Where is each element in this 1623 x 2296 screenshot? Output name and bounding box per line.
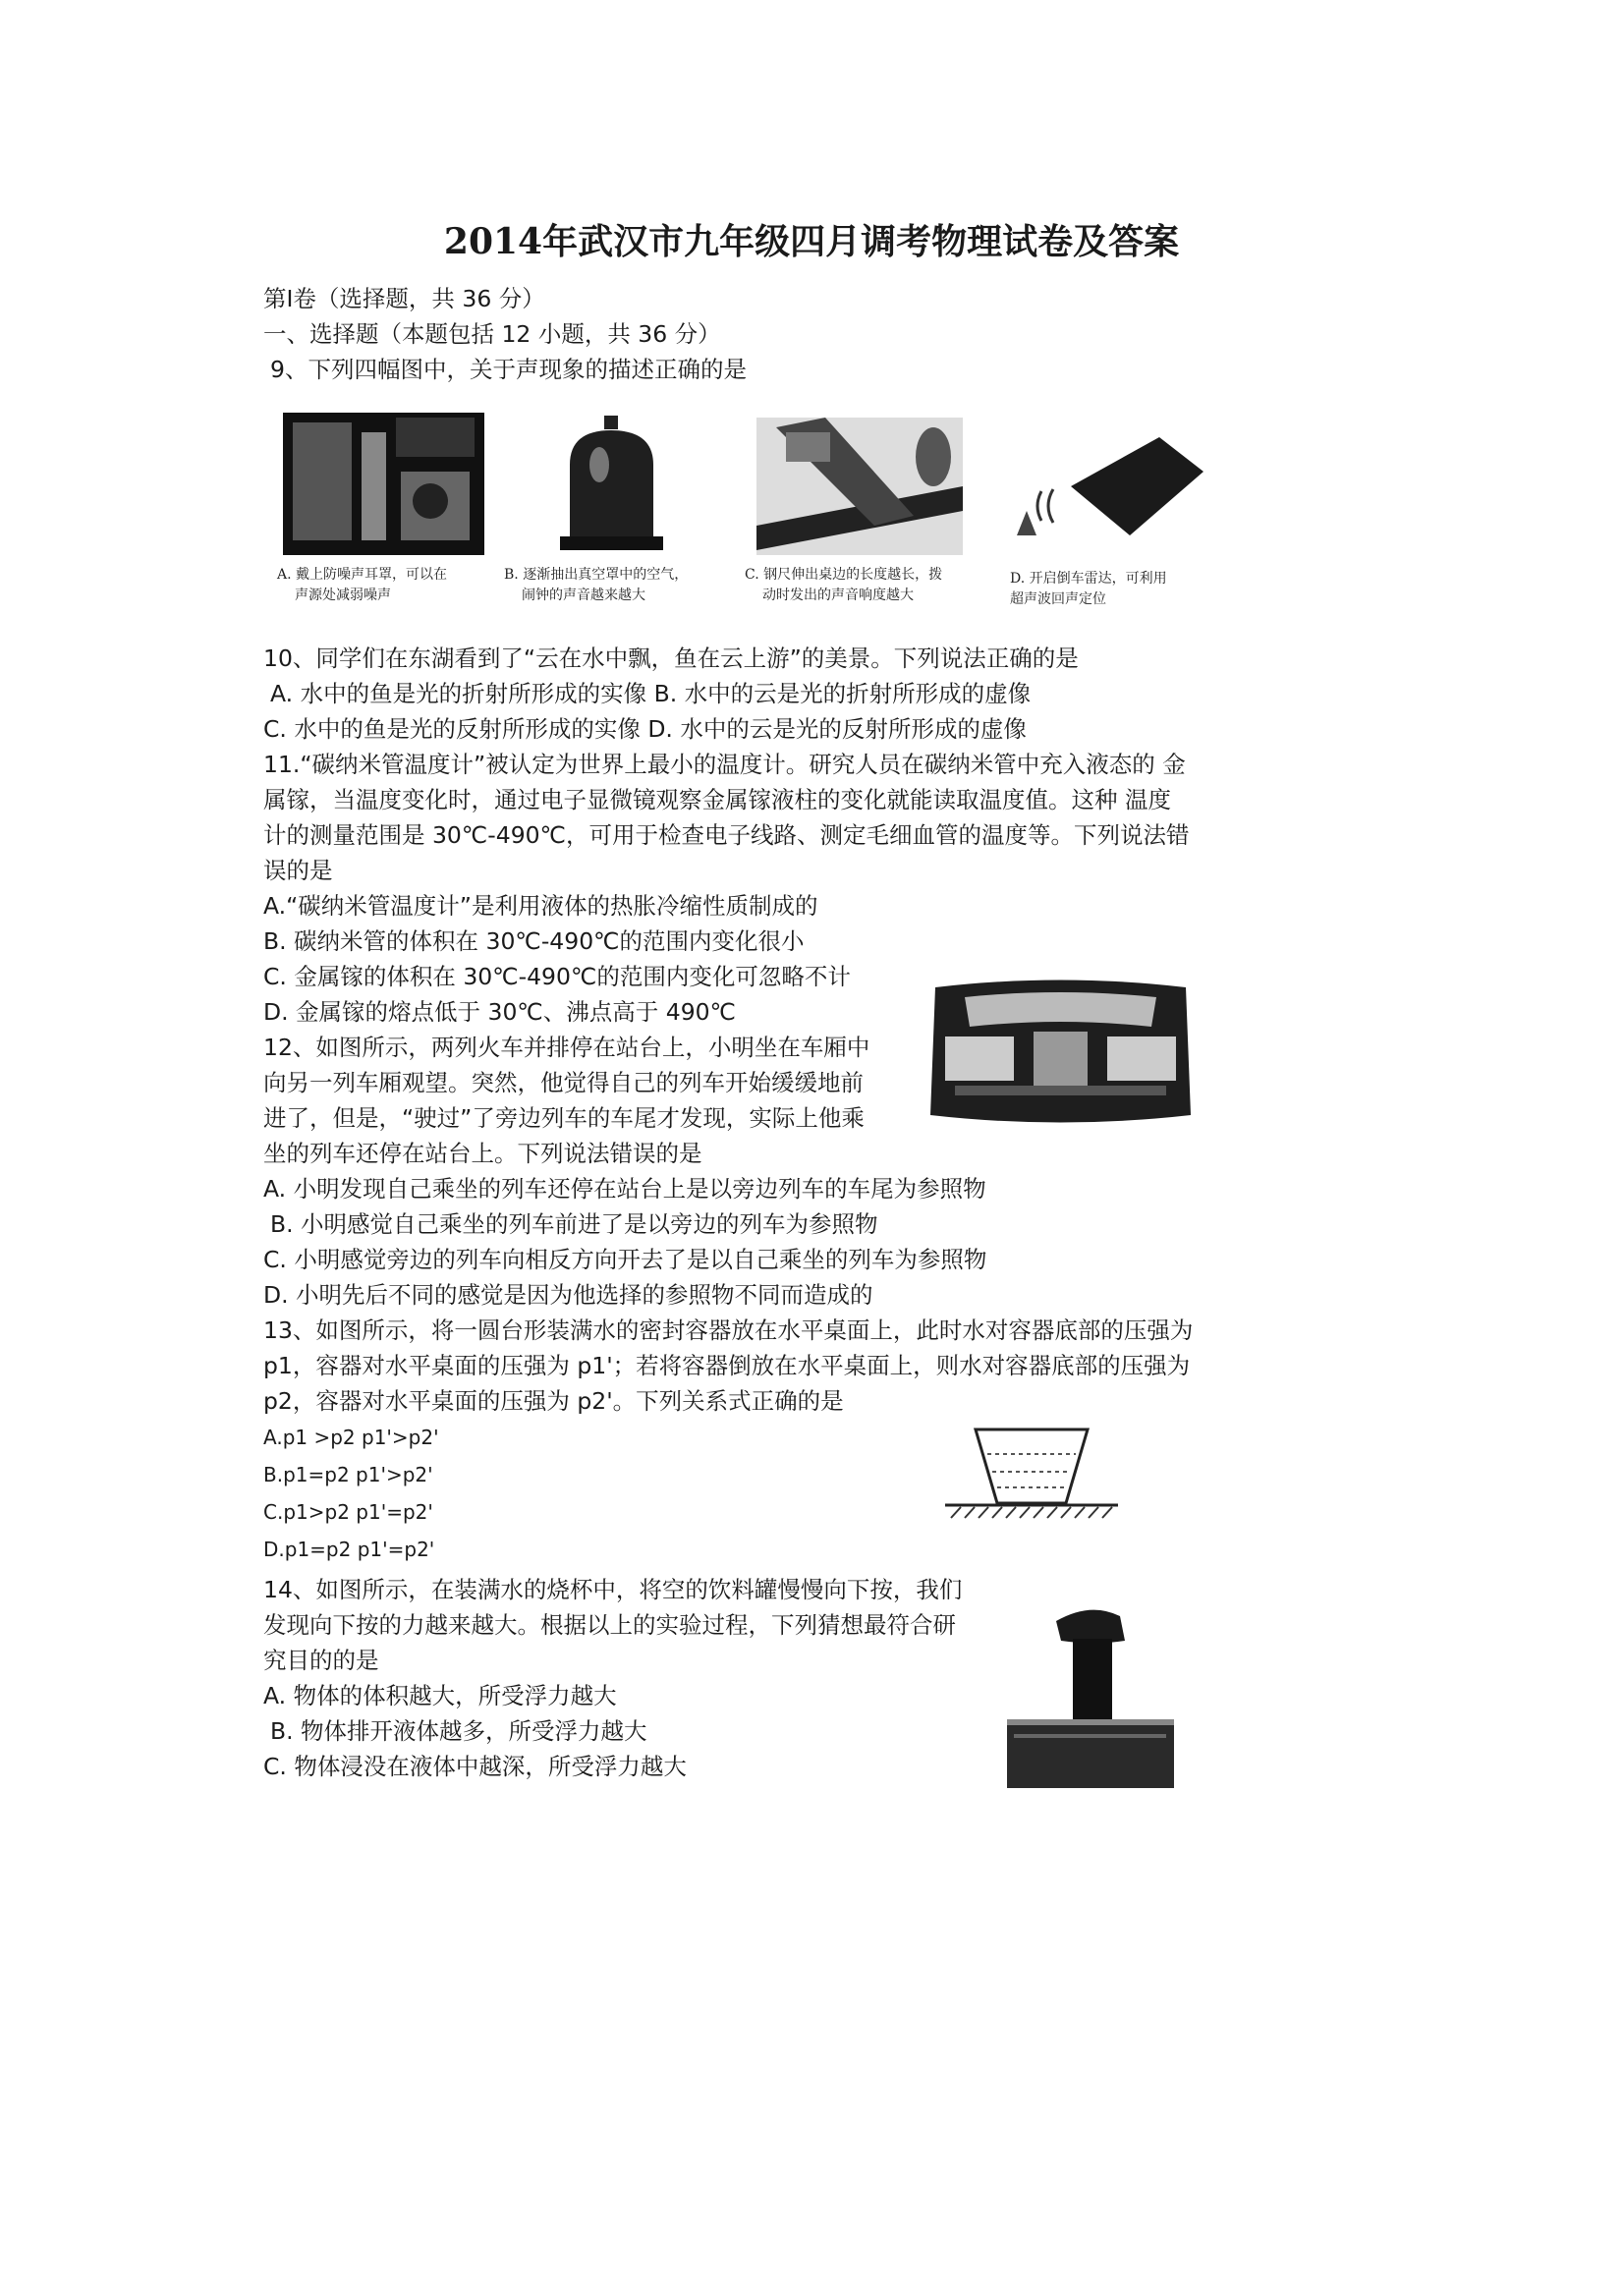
q12-stem-line2: 向另一列车厢观望。突然，他觉得自己的列车开始缓缓地前 bbox=[263, 1069, 864, 1096]
q12-stem-line3: 进了，但是，“驶过”了旁边列车的车尾才发现，实际上他乘 bbox=[263, 1104, 865, 1132]
q11-option-b: B. 碳纳米管的体积在 30℃-490℃的范围内变化很小 bbox=[263, 927, 805, 955]
q9-stem: 9、下列四幅图中，关于声现象的描述正确的是 bbox=[270, 356, 747, 383]
q9-image-c-ruler bbox=[756, 418, 963, 555]
q9-image-a-factory bbox=[283, 413, 484, 555]
q13-option-a: A.p1 >p2 p1'>p2' bbox=[263, 1426, 439, 1449]
q14-stem-line3: 究目的的是 bbox=[263, 1647, 379, 1674]
q11-stem-line1: 11.“碳纳米管温度计”被认定为世界上最小的温度计。研究人员在碳纳米管中充入液态的 金 bbox=[263, 751, 1186, 778]
q9-image-d-reverse-radar bbox=[1012, 432, 1208, 540]
q14-stem-line1: 14、如图所示，在装满水的烧杯中，将空的饮料罐慢慢向下按，我们 bbox=[263, 1576, 963, 1603]
section-heading: 一、选择题（本题包括 12 小题，共 36 分） bbox=[263, 320, 721, 348]
q10-options-ab: A. 水中的鱼是光的折射所形成的实像 B. 水中的云是光的折射所形成的虚像 bbox=[270, 680, 1032, 707]
q11-stem-line2: 属镓，当温度变化时，通过电子显微镜观察金属镓液柱的变化就能读取温度值。这种 温度 bbox=[263, 786, 1171, 813]
q13-image-frustum-container bbox=[943, 1425, 1120, 1523]
q13-stem-line1: 13、如图所示，将一圆台形装满水的密封容器放在水平桌面上，此时水对容器底部的压强为 bbox=[263, 1316, 1194, 1344]
q9-caption-b: B. 逐渐抽出真空罩中的空气， 闹钟的声音越来越大 bbox=[504, 567, 689, 603]
q9-image-b-bell-jar bbox=[545, 411, 678, 553]
q11-option-c: C. 金属镓的体积在 30℃-490℃的范围内变化可忽略不计 bbox=[263, 963, 851, 990]
q12-option-c: C. 小明感觉旁边的列车向相反方向开去了是以自己乘坐的列车为参照物 bbox=[263, 1246, 987, 1273]
q14-option-b: B. 物体排开液体越多，所受浮力越大 bbox=[270, 1717, 647, 1745]
q14-option-a: A. 物体的体积越大，所受浮力越大 bbox=[263, 1682, 617, 1709]
q14-option-c: C. 物体浸没在液体中越深，所受浮力越大 bbox=[263, 1753, 687, 1780]
q13-stem-line3: p2，容器对水平桌面的压强为 p2'。下列关系式正确的是 bbox=[263, 1387, 844, 1415]
q9-caption-a: A. 戴上防噪声耳罩，可以在 声源处减弱噪声 bbox=[277, 567, 448, 603]
q9-caption-d: D. 开启倒车雷达，可利用 超声波回声定位 bbox=[1010, 571, 1167, 607]
q13-option-b: B.p1=p2 p1'>p2' bbox=[263, 1463, 433, 1486]
q11-option-a: A.“碳纳米管温度计”是利用液体的热胀冷缩性质制成的 bbox=[263, 892, 818, 920]
q10-options-cd: C. 水中的鱼是光的反射所形成的实像 D. 水中的云是光的反射所形成的虚像 bbox=[263, 715, 1027, 743]
q12-image-train-interior bbox=[925, 978, 1196, 1125]
q13-stem-line2: p1，容器对水平桌面的压强为 p1'；若将容器倒放在水平桌面上，则水对容器底部的压强为 bbox=[263, 1352, 1191, 1379]
q13-option-c: C.p1>p2 p1'=p2' bbox=[263, 1500, 433, 1524]
q14-image-beaker-can bbox=[1002, 1601, 1179, 1793]
q11-stem-line4: 误的是 bbox=[263, 857, 333, 884]
exam-title: 2014年武汉市九年级四月调考物理试卷及答案 bbox=[443, 221, 1180, 262]
q11-option-d: D. 金属镓的熔点低于 30℃、沸点高于 490℃ bbox=[263, 998, 737, 1026]
q12-stem-line1: 12、如图所示，两列火车并排停在站台上，小明坐在车厢中 bbox=[263, 1034, 870, 1061]
q12-option-d: D. 小明先后不同的感觉是因为他选择的参照物不同而造成的 bbox=[263, 1281, 873, 1309]
q11-stem-line3: 计的测量范围是 30℃-490℃，可用于检查电子线路、测定毛细血管的温度等。下列说法错 bbox=[263, 821, 1190, 849]
q12-option-a: A. 小明发现自己乘坐的列车还停在站台上是以旁边列车的车尾为参照物 bbox=[263, 1175, 986, 1203]
q14-stem-line2: 发现向下按的力越来越大。根据以上的实验过程，下列猜想最符合研 bbox=[263, 1611, 956, 1639]
q12-stem-line4: 坐的列车还停在站台上。下列说法错误的是 bbox=[263, 1140, 702, 1167]
q10-stem: 10、同学们在东湖看到了“云在水中飘，鱼在云上游”的美景。下列说法正确的是 bbox=[263, 644, 1079, 672]
part-heading: 第Ⅰ卷（选择题，共 36 分） bbox=[263, 285, 545, 312]
q9-caption-c: C. 钢尺伸出桌边的长度越长，拨 动时发出的声音响度越大 bbox=[745, 567, 943, 603]
q12-option-b: B. 小明感觉自己乘坐的列车前进了是以旁边的列车为参照物 bbox=[270, 1210, 878, 1238]
q13-option-d: D.p1=p2 p1'=p2' bbox=[263, 1538, 435, 1561]
